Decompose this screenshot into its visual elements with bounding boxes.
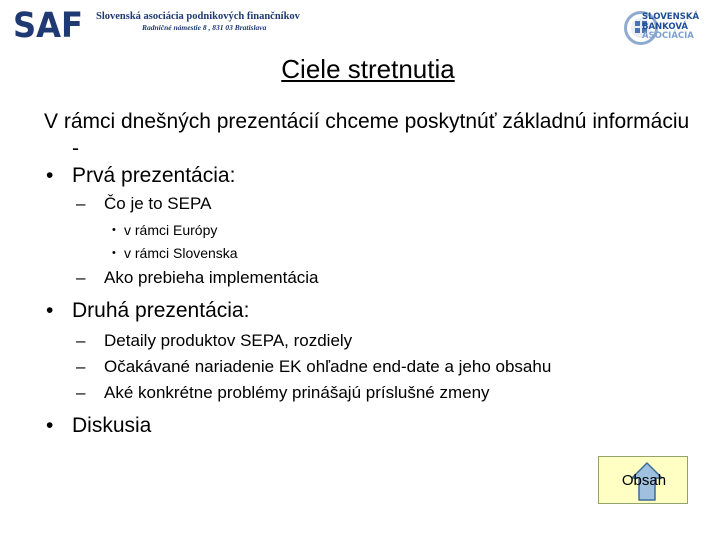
saf-logo: [12, 4, 84, 42]
subitem-implementation: – Ako prebieha implementácia: [44, 265, 694, 291]
subsubitem-europe: • v rámci Európy: [44, 219, 694, 242]
svg-text:SAF: SAF: [13, 6, 83, 42]
subitem-what-is-sepa: – Čo je to SEPA: [44, 191, 694, 217]
obsah-label: Obsah: [621, 472, 667, 489]
sba-logo-text: [642, 13, 699, 42]
sba-line-3: ASOCIÁCIA: [642, 31, 694, 41]
organization-info: [96, 11, 300, 32]
sba-line-2: BANKOVÁ: [642, 21, 688, 32]
intro-text: V rámci dnešných prezentácií chceme poskytnúť základnú informáciu -: [44, 110, 690, 160]
sba-line-1: SLOVENSKÁ: [642, 12, 700, 22]
slide-header: [0, 0, 720, 50]
subsubitem-slovakia: • v rámci Slovenska: [44, 242, 694, 265]
obsah-button[interactable]: [598, 456, 688, 504]
slide-title: Ciele stretnutia: [281, 54, 455, 84]
organization-name: Slovenská asociácia podnikových finančníkov: [96, 11, 300, 22]
bullet-discussion: • Diskusia: [44, 412, 694, 439]
bullet-first-presentation: • Prvá prezentácia:: [44, 162, 694, 189]
subitem-problems: – Aké konkrétne problémy prinášajú príslušné zmeny: [44, 380, 694, 406]
subitem-ek-regulation: – Očakávané nariadenie EK ohľadne end-date a jeho obsahu: [44, 354, 694, 380]
bullet-second-presentation: • Druhá prezentácia:: [44, 297, 694, 324]
organization-address: Radničné námestie 8 , 831 03 Bratislava: [142, 23, 267, 32]
subitem-sepa-details: – Detaily produktov SEPA, rozdiely: [44, 328, 694, 354]
slide-content: [44, 108, 694, 439]
